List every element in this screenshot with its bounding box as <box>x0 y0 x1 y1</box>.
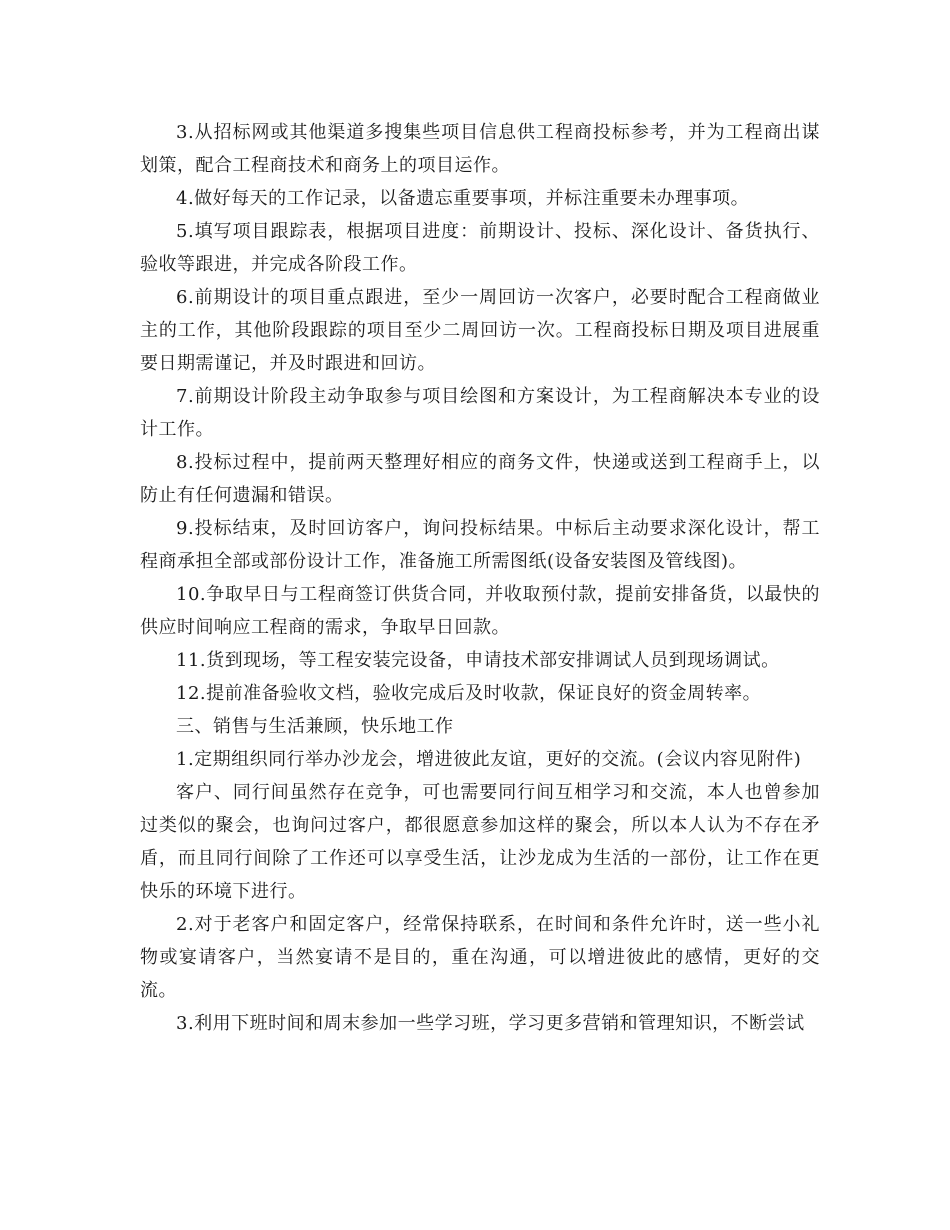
paragraph-item-7-design-stage: 7.前期设计阶段主动争取参与项目绘图和方案设计，为工程商解决本专业的设计工作。 <box>140 386 820 440</box>
paragraph-item-2-old-clients: 2.对于老客户和固定客户，经常保持联系，在时间和条件允许时，送一些小礼物或宴请客户，当然宴请不是目的，重在沟通，可以增进彼此的感情，更好的交流。 <box>140 914 820 1001</box>
paragraph-item-1-salon: 1.定期组织同行举办沙龙会，增进彼此友谊，更好的交流。(会议内容见附件) <box>176 749 802 770</box>
paragraph-item-9-bid-result: 9.投标结束，及时回访客户，询问投标结果。中标后主动要求深化设计，帮工程商承担全部或部份设计工作，准备施工所需图纸(设备安装图及管线图)。 <box>140 518 820 572</box>
paragraph-salon-explanation: 客户、同行间虽然存在竞争，可也需要同行间互相学习和交流，本人也曾参加过类似的聚会，也询问过客户，都很愿意参加这样的聚会，所以本人认为不存在矛盾，而且同行间除了工作还可以享受生活，让沙龙成为生活的一部份，让工作在更快乐的环境下进行。 <box>140 782 820 902</box>
paragraph-item-3-planning: 3.从招标网或其他渠道多搜集些项目信息供工程商投标参考，并为工程商出谋划策，配合工程商技术和商务上的项目运作。 <box>140 122 820 176</box>
paragraph-item-12-acceptance: 12.提前准备验收文档，验收完成后及时收款，保证良好的资金周转率。 <box>176 683 762 704</box>
section-heading-3: 三、销售与生活兼顾，快乐地工作 <box>176 716 454 737</box>
paragraph-item-5-tracking-table: 5.填写项目跟踪表，根据项目进度：前期设计、投标、深化设计、备货执行、验收等跟进，并完成各阶段工作。 <box>140 221 820 275</box>
paragraph-item-10-contract: 10.争取早日与工程商签订供货合同，并收取预付款，提前安排备货，以最快的供应时间响应工程商的需求，争取早日回款。 <box>140 584 820 638</box>
paragraph-item-6-follow-up: 6.前期设计的项目重点跟进，至少一周回访一次客户，必要时配合工程商做业主的工作，其他阶段跟踪的项目至少二周回访一次。工程商投标日期及项目进展重要日期需谨记，并及时跟进和回访。 <box>140 287 820 374</box>
document-body <box>140 116 820 1040</box>
paragraph-item-4-work-record: 4.做好每天的工作记录，以备遗忘重要事项，并标注重要未办理事项。 <box>176 188 750 209</box>
paragraph-item-8-bidding: 8.投标过程中，提前两天整理好相应的商务文件，快递或送到工程商手上，以防止有任何遗漏和错误。 <box>140 452 820 506</box>
paragraph-item-11-delivery: 11.货到现场，等工程安装完设备，申请技术部安排调试人员到现场调试。 <box>176 650 780 671</box>
paragraph-item-3-training: 3.利用下班时间和周末参加一些学习班，学习更多营销和管理知识，不断尝试 <box>176 1013 805 1034</box>
